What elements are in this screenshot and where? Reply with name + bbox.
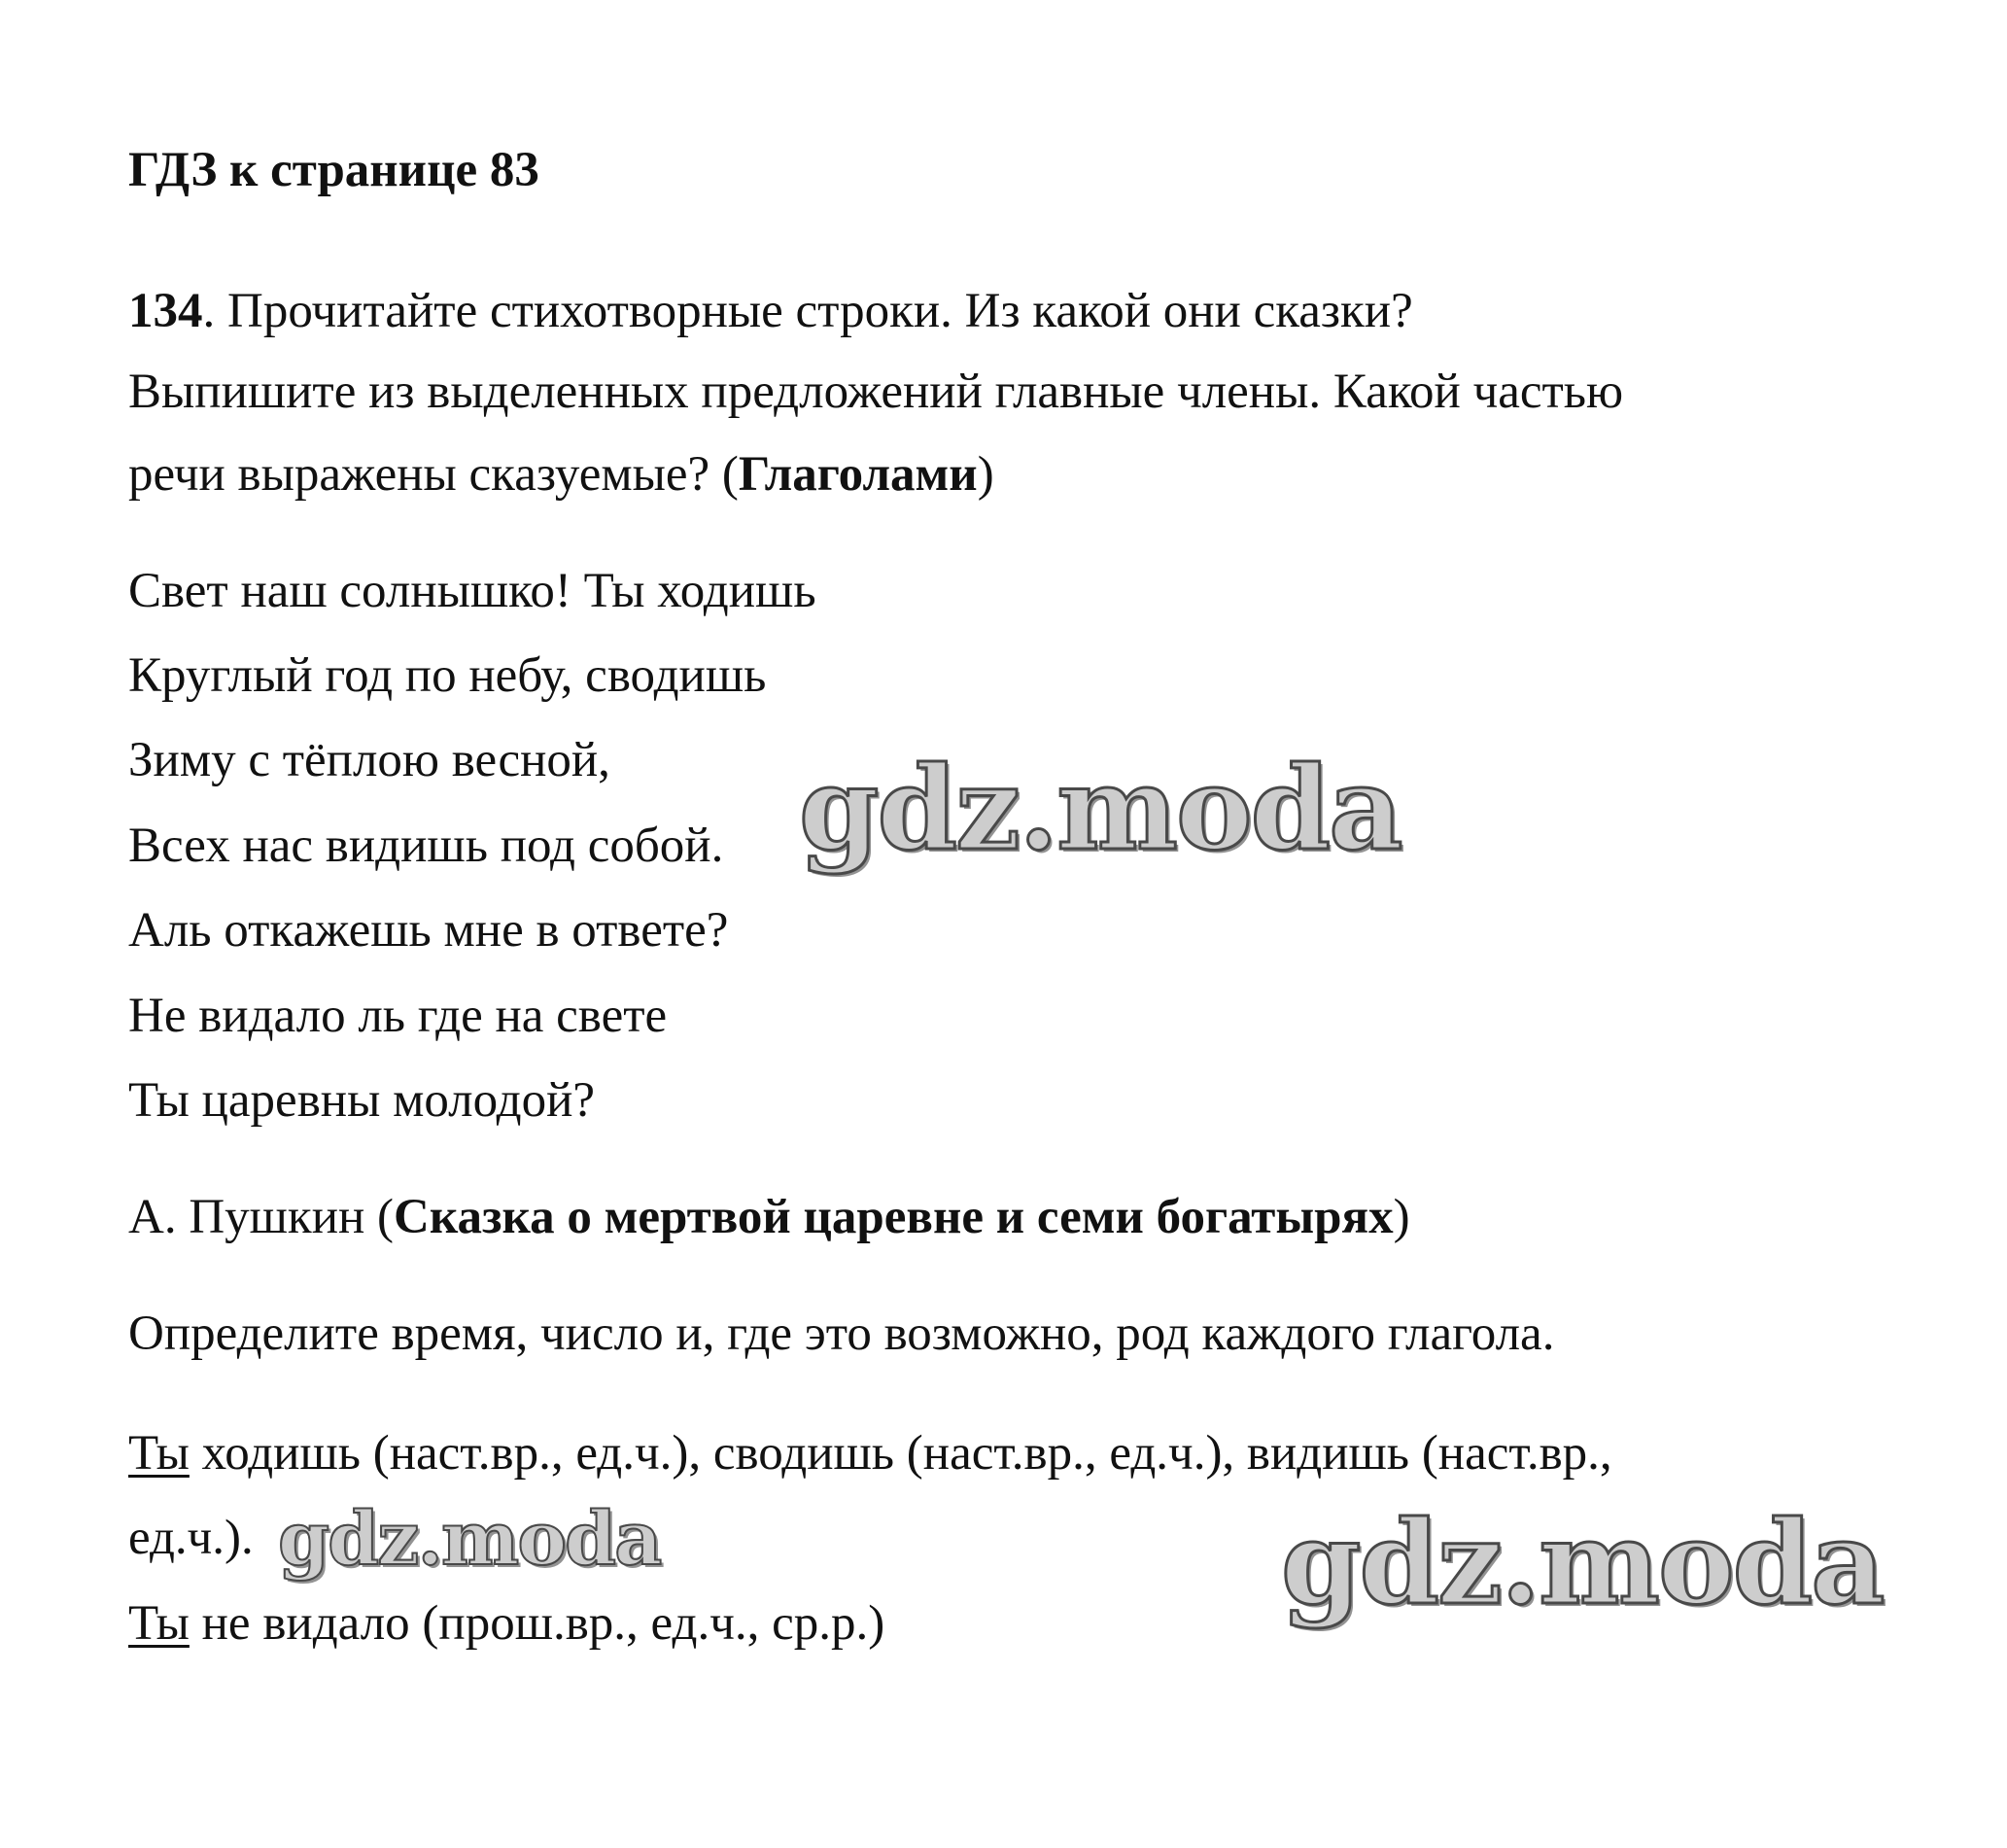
poem-line: Свет наш солнышко! Ты ходишь [128,564,816,618]
poem-line: Аль откажешь мне в ответе? [128,903,729,958]
answer-subject: Ты [128,1426,190,1481]
answer-line-2: ед.ч.). [128,1511,254,1565]
watermark-logo: gdz.moda [1281,1495,1884,1630]
answer-line-3 [128,1594,884,1653]
poem-line: Зиму с тёплою весной, [128,733,610,787]
exercise-answer: Глаголами [738,447,978,502]
exercise-line-1 [128,282,1413,340]
answer-line-1 [128,1424,1612,1482]
poem-line: Круглый год по небу, сводишь [128,648,767,703]
task-line: Определите время, число и, где это возможно, род каждого глагола. [128,1307,1555,1361]
exercise-number: 134 [128,284,203,338]
source-author: А. Пушкин ( [128,1190,395,1244]
poem-line: Ты царевны молодой? [128,1073,596,1128]
exercise-text-3-close: ) [977,447,994,502]
source-line [128,1188,1410,1246]
source-close: ) [1393,1190,1410,1244]
answer-text-3: не видало (прош.вр., ед.ч., ср.р.) [189,1596,885,1651]
exercise-text-1: . Прочитайте стихотворные строки. Из какой они сказки? [202,284,1413,338]
exercise-line-2: Выпишите из выделенных предложений главные члены. Какой частью [128,365,1624,419]
poem-line: Всех нас видишь под собой. [128,819,724,873]
watermark-logo: gdz.moda [799,741,1401,876]
exercise-text-3: речи выражены сказуемые? ( [128,447,739,502]
watermark-logo: gdz.moda [278,1495,661,1582]
source-title: Сказка о мертвой царевне и семи богатырях [394,1190,1394,1244]
answer-subject: Ты [128,1596,190,1651]
page-heading: ГДЗ к странице 83 [128,143,539,197]
poem-line: Не видало ль где на свете [128,989,668,1043]
answer-text-1: ходишь (наст.вр., ед.ч.), сводишь (наст.вр., ед.ч.), видишь (наст.вр., [189,1426,1612,1481]
exercise-line-3 [128,445,994,504]
